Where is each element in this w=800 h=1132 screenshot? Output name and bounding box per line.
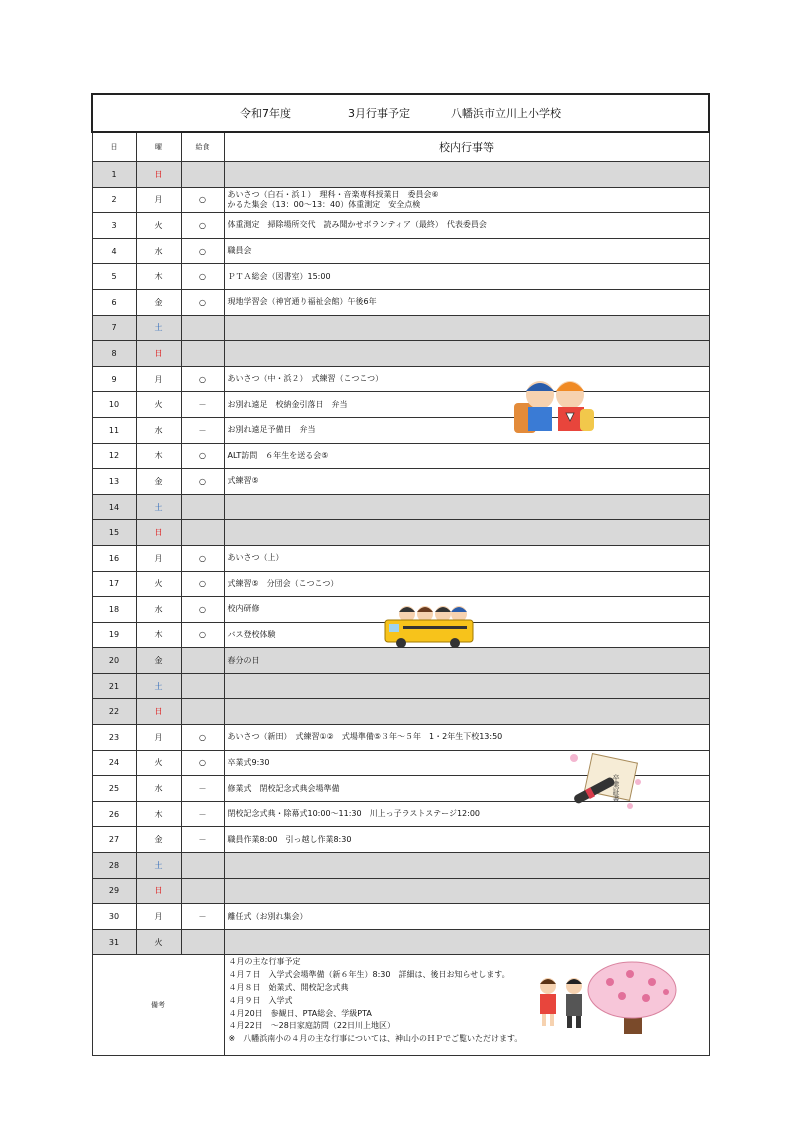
day-cell: 29 — [92, 878, 136, 904]
schedule-row — [92, 417, 709, 443]
weekday-cell: 水 — [136, 776, 181, 802]
notes-label: 備考 — [92, 955, 224, 1056]
notes-line: ４月22日 ～28日家庭訪問（22日川上地区） — [228, 1021, 396, 1031]
events-cell — [224, 443, 709, 469]
events-cell — [224, 366, 709, 392]
schedule-row — [92, 853, 709, 879]
day-cell: 13 — [92, 469, 136, 495]
events-cell — [224, 162, 709, 188]
schedule-row — [92, 264, 709, 290]
schedule-row — [92, 904, 709, 930]
event-line: 校内研修 — [227, 604, 260, 614]
event-line: 現地学習会（神宮通り福祉会館）午後6年 — [227, 297, 377, 307]
schedule-row — [92, 878, 709, 904]
weekday-cell: 金 — [136, 289, 181, 315]
lunch-cell — [181, 341, 224, 367]
col-weekday-header: 曜 — [136, 132, 181, 162]
events-cell — [224, 853, 709, 879]
weekday-cell: 火 — [136, 750, 181, 776]
day-cell: 22 — [92, 699, 136, 725]
diploma-illustration — [568, 752, 646, 812]
events-cell — [224, 878, 709, 904]
events-cell — [224, 520, 709, 546]
day-cell: 2 — [92, 187, 136, 213]
weekday-cell: 月 — [136, 904, 181, 930]
lunch-cell: ○ — [181, 264, 224, 290]
lunch-cell: ○ — [181, 597, 224, 623]
weekday-cell: 土 — [136, 494, 181, 520]
events-cell — [224, 341, 709, 367]
weekday-cell: 木 — [136, 443, 181, 469]
lunch-cell: ○ — [181, 571, 224, 597]
notes-line: ４月８日 始業式、開校記念式典 — [228, 983, 349, 992]
weekday-cell: 火 — [136, 213, 181, 239]
day-cell: 12 — [92, 443, 136, 469]
diploma-text: 卒業証書 — [612, 774, 620, 802]
event-line: 修業式 閉校記念式典会場準備 — [227, 783, 340, 793]
event-line: かるた集会（13：00～13：40）体重測定 安全点検 — [227, 199, 421, 209]
notes-line: ４月７日 入学式会場準備（新６年生）8:30 詳細は、後日お知らせします。 — [228, 970, 510, 980]
schedule-row — [92, 162, 709, 188]
event-line: 春分の日 — [227, 655, 260, 665]
event-line: 閉校記念式典・除幕式10:00～11:30 川上っ子ラストステージ12:00 — [227, 809, 481, 819]
event-line: 職員作業8:00 引っ越し作業8:30 — [227, 834, 352, 844]
era-year: 令和7年度 — [240, 107, 291, 120]
day-cell: 31 — [92, 929, 136, 955]
weekday-cell: 日 — [136, 699, 181, 725]
events-cell — [224, 725, 709, 751]
weekday-cell: 水 — [136, 597, 181, 623]
day-cell: 27 — [92, 827, 136, 853]
lunch-cell: ○ — [181, 469, 224, 495]
schedule-row — [92, 673, 709, 699]
schedule-row — [92, 699, 709, 725]
schedule-row — [92, 929, 709, 955]
weekday-cell: 月 — [136, 366, 181, 392]
lunch-cell — [181, 648, 224, 674]
schedule-row — [92, 545, 709, 571]
schedule-table — [91, 93, 710, 1056]
schedule-row — [92, 238, 709, 264]
day-cell: 5 — [92, 264, 136, 290]
day-cell: 6 — [92, 289, 136, 315]
day-cell: 25 — [92, 776, 136, 802]
lunch-cell: － — [181, 392, 224, 418]
header-row — [92, 132, 709, 162]
day-cell: 20 — [92, 648, 136, 674]
day-cell: 26 — [92, 801, 136, 827]
weekday-cell: 火 — [136, 929, 181, 955]
event-line: お別れ遠足予備日 弁当 — [227, 425, 316, 435]
weekday-cell: 土 — [136, 315, 181, 341]
lunch-cell: － — [181, 776, 224, 802]
school-name: 八幡浜市立川上小学校 — [451, 107, 561, 120]
weekday-cell: 月 — [136, 545, 181, 571]
day-cell: 14 — [92, 494, 136, 520]
schedule-row — [92, 213, 709, 239]
day-cell: 8 — [92, 341, 136, 367]
schedule-row — [92, 341, 709, 367]
event-line: 式練習⑤ — [227, 476, 259, 486]
event-line: バス登校体験 — [227, 629, 276, 639]
schedule-row — [92, 366, 709, 392]
event-line: あいさつ（上） — [227, 553, 284, 563]
lunch-cell — [181, 853, 224, 879]
schedule-row — [92, 520, 709, 546]
day-cell: 28 — [92, 853, 136, 879]
lunch-cell: ○ — [181, 622, 224, 648]
event-line: ALT訪問 ６年生を送る会⑤ — [227, 450, 329, 460]
event-line: ＰＴＡ総会（図書室）15:00 — [227, 271, 331, 281]
lunch-cell: ○ — [181, 187, 224, 213]
weekday-cell: 火 — [136, 392, 181, 418]
events-cell — [224, 238, 709, 264]
children-cherry-tree-illustration — [530, 960, 680, 1040]
weekday-cell: 金 — [136, 827, 181, 853]
weekday-cell: 土 — [136, 673, 181, 699]
day-cell: 3 — [92, 213, 136, 239]
lunch-cell — [181, 520, 224, 546]
lunch-cell: ○ — [181, 725, 224, 751]
weekday-cell: 水 — [136, 417, 181, 443]
schedule-row — [92, 827, 709, 853]
lunch-cell — [181, 162, 224, 188]
day-cell: 23 — [92, 725, 136, 751]
school-bus-illustration — [383, 602, 475, 650]
lunch-cell: － — [181, 827, 224, 853]
col-day-header: 日 — [92, 132, 136, 162]
day-cell: 24 — [92, 750, 136, 776]
notes-line: ４月９日 入学式 — [228, 995, 293, 1005]
events-cell — [224, 699, 709, 725]
events-cell — [224, 187, 709, 213]
lunch-cell: － — [181, 801, 224, 827]
day-cell: 7 — [92, 315, 136, 341]
event-line: お別れ遠足 校納金引落日 弁当 — [227, 399, 348, 409]
event-line: あいさつ（中・浜２） 式練習（こつこつ） — [227, 374, 384, 384]
weekday-cell: 月 — [136, 725, 181, 751]
lunch-cell — [181, 673, 224, 699]
event-line: 卒業式9:30 — [227, 757, 270, 767]
day-cell: 16 — [92, 545, 136, 571]
schedule-row — [92, 648, 709, 674]
title-row — [92, 94, 709, 132]
events-cell — [224, 571, 709, 597]
events-cell — [224, 289, 709, 315]
schedule-row — [92, 571, 709, 597]
schedule-row — [92, 494, 709, 520]
events-cell — [224, 545, 709, 571]
lunch-cell: ○ — [181, 545, 224, 571]
day-cell: 10 — [92, 392, 136, 418]
weekday-cell: 金 — [136, 469, 181, 495]
lunch-cell — [181, 315, 224, 341]
day-cell: 30 — [92, 904, 136, 930]
weekday-cell: 水 — [136, 238, 181, 264]
lunch-cell — [181, 494, 224, 520]
event-line: 体重測定 掃除場所交代 読み聞かせボランティア（最終） 代表委員会 — [227, 220, 487, 230]
lunch-cell — [181, 929, 224, 955]
events-cell — [224, 315, 709, 341]
events-cell — [224, 494, 709, 520]
lunch-cell: － — [181, 417, 224, 443]
schedule-row — [92, 187, 709, 213]
col-lunch-header: 給食 — [181, 132, 224, 162]
event-line: 職員会 — [227, 246, 252, 256]
weekday-cell: 木 — [136, 622, 181, 648]
lunch-cell: ○ — [181, 443, 224, 469]
month-title: 3月行事予定 — [348, 107, 410, 120]
title-cell — [92, 94, 709, 132]
lunch-cell — [181, 878, 224, 904]
weekday-cell: 日 — [136, 341, 181, 367]
lunch-cell: ○ — [181, 238, 224, 264]
lunch-cell: ○ — [181, 289, 224, 315]
events-cell — [224, 648, 709, 674]
kids-excursion-illustration — [508, 373, 598, 437]
events-cell — [224, 904, 709, 930]
events-cell — [224, 673, 709, 699]
lunch-cell: － — [181, 904, 224, 930]
weekday-cell: 土 — [136, 853, 181, 879]
events-cell — [224, 929, 709, 955]
day-cell: 17 — [92, 571, 136, 597]
schedule-row — [92, 315, 709, 341]
day-cell: 15 — [92, 520, 136, 546]
events-cell — [224, 469, 709, 495]
lunch-cell: ○ — [181, 750, 224, 776]
col-events-header: 校内行事等 — [224, 132, 709, 162]
schedule-row — [92, 289, 709, 315]
schedule-sheet — [91, 93, 708, 1056]
event-line: 式練習⑤ 分団会（こつこつ） — [227, 578, 339, 588]
notes-line: ４月20日 参観日、PTA総会、学級PTA — [228, 1008, 372, 1018]
day-cell: 1 — [92, 162, 136, 188]
events-cell — [224, 392, 709, 418]
weekday-cell: 日 — [136, 520, 181, 546]
day-cell: 18 — [92, 597, 136, 623]
schedule-row — [92, 443, 709, 469]
weekday-cell: 火 — [136, 571, 181, 597]
events-cell — [224, 264, 709, 290]
weekday-cell: 日 — [136, 878, 181, 904]
event-line: あいさつ（新田） 式練習①② 式場準備⑤３年～５年 1・2年生下校13:50 — [227, 732, 503, 742]
notes-line: ４月の主な行事予定 — [228, 957, 301, 967]
weekday-cell: 金 — [136, 648, 181, 674]
lunch-cell: ○ — [181, 366, 224, 392]
day-cell: 11 — [92, 417, 136, 443]
events-cell — [224, 213, 709, 239]
notes-line: ※ 八幡浜南小の４月の主な行事については、神山小のＨＰでご覧いただけます。 — [228, 1034, 523, 1044]
events-cell — [224, 417, 709, 443]
schedule-row — [92, 392, 709, 418]
event-line: あいさつ（白石・浜１） 理科・音楽専科授業日 委員会⑥ — [227, 189, 439, 199]
day-cell: 4 — [92, 238, 136, 264]
events-cell — [224, 827, 709, 853]
weekday-cell: 日 — [136, 162, 181, 188]
day-cell: 9 — [92, 366, 136, 392]
weekday-cell: 月 — [136, 187, 181, 213]
weekday-cell: 木 — [136, 801, 181, 827]
lunch-cell — [181, 699, 224, 725]
weekday-cell: 木 — [136, 264, 181, 290]
day-cell: 19 — [92, 622, 136, 648]
day-cell: 21 — [92, 673, 136, 699]
event-line: 離任式（お別れ集会） — [227, 911, 308, 921]
schedule-row — [92, 725, 709, 751]
schedule-row — [92, 469, 709, 495]
lunch-cell: ○ — [181, 213, 224, 239]
